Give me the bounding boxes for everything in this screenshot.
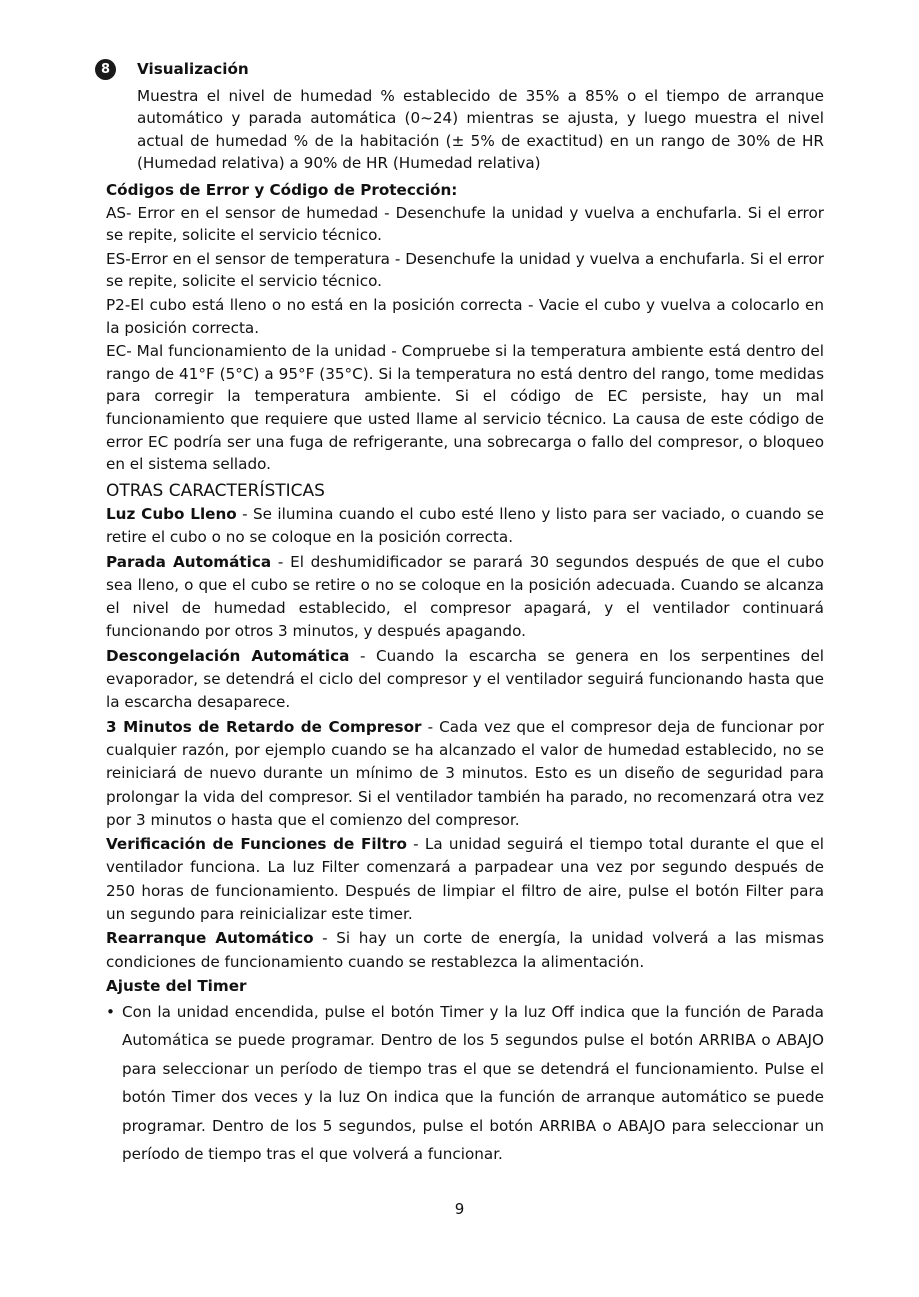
feature-text: - Si hay un corte de energía, la unidad volverá a las mismas condiciones de funcionamiento cuando se restablezca la alimentación. bbox=[106, 929, 824, 971]
display-section bbox=[100, 58, 824, 175]
page-content bbox=[100, 58, 825, 1169]
error-codes-heading: Códigos de Error y Código de Protección: bbox=[106, 180, 458, 199]
error-codes-section bbox=[106, 179, 824, 476]
error-code-as: AS- Error en el sensor de humedad - Desenchufe la unidad y vuelva a enchufarla. Si el error se repite, solicite el servicio técnico. bbox=[106, 203, 824, 245]
error-code-p2: P2-El cubo está lleno o no está en la posición correcta - Vacie el cubo y vuelva a colocarlo en la posición correcta. bbox=[106, 295, 824, 337]
page-number: 9 bbox=[454, 1200, 465, 1218]
timer-bullet-item bbox=[106, 998, 824, 1169]
feature-text: - Cada vez que el compresor deja de funcionar por cualquier razón, por ejemplo cuando se ha alcanzado el valor de humedad establecido, no se reiniciará de nuevo durante un mínimo de 3 minutos. Esto es un diseño de seguridad para prolongar la vida del compresor. Si el ventilador también ha parado, no recomenzará otra vez por 3 minutos o hasta que el comienzo del compresor. bbox=[106, 717, 824, 829]
error-code-es: ES-Error en el sensor de temperatura - Desenchufe la unidad y vuelva a enchufarla. Si el error se repite, solicite el servicio técnico. bbox=[106, 249, 824, 291]
section-title: Visualización bbox=[137, 60, 249, 78]
feature-auto-defrost bbox=[106, 645, 824, 715]
feature-text: - La unidad seguirá el tiempo total durante el que el ventilador funciona. La luz Filter comenzará a parpadear una vez por segundo después de 250 horas de funcionamiento. Después de limpiar el filtro de aire, pulse el botón Filter para un segundo para reinicializar este timer. bbox=[106, 835, 824, 924]
feature-text: - Se ilumina cuando el cubo esté lleno y listo para ser vaciado, o cuando se retire el cubo o no se coloque en la posición correcta. bbox=[106, 504, 824, 547]
timer-section bbox=[106, 975, 824, 1169]
feature-auto-stop bbox=[106, 551, 824, 644]
section-number-badge: 8 bbox=[95, 59, 116, 80]
other-features-heading: OTRAS CARACTERÍSTICAS bbox=[106, 480, 325, 501]
feature-label: Descongelación Automática bbox=[106, 646, 350, 665]
feature-bucket-full-light bbox=[106, 503, 824, 550]
feature-label: Parada Automática bbox=[106, 552, 272, 571]
feature-compressor-delay bbox=[106, 716, 824, 832]
bullet-dot: • bbox=[106, 1002, 115, 1021]
feature-text: - Cuando la escarcha se genera en los serpentines del evaporador, se detendrá el ciclo del compresor y el ventilador seguirá funcionando hasta que la escarcha desaparece. bbox=[106, 646, 825, 712]
feature-label: Verificación de Funciones de Filtro bbox=[106, 835, 407, 854]
feature-text: - El deshumidificador se parará 30 segundos después de que el cubo sea lleno, o que el cubo se retire o no se coloque en la posición adecuada. Cuando se alcanza el nivel de humedad establecido, el compresor apagará, y el ventilador continuará funcionando por otros 3 minutos, y después apagando. bbox=[106, 552, 825, 641]
feature-label: Rearranque Automático bbox=[106, 929, 314, 948]
section-body: Muestra el nivel de humedad % establecido de 35% a 85% o el tiempo de arranque automático y parada automática (0~24) mientras se ajusta, y luego muestra el nivel actual de humedad % de la habitación (± 5% de exactitud) en un rango de 30% de HR (Humedad relativa) a 90% de HR (Humedad relativa) bbox=[137, 86, 824, 173]
feature-label: Luz Cubo Lleno bbox=[106, 504, 237, 523]
feature-auto-restart bbox=[106, 927, 824, 974]
timer-text: Con la unidad encendida, pulse el botón Timer y la luz Off indica que la función de Parada Automática se puede programar. Dentro de los 5 segundos pulse el botón ARRIBA o ABAJO para seleccionar un período de tiempo tras el que se detendrá el funcionamiento. Pulse el botón Timer dos veces y la luz On indica que la función de arranque automático se puede programar. Dentro de los 5 segundos, pulse el botón ARRIBA o ABAJO para seleccionar un período de tiempo tras el que volverá a funcionar. bbox=[122, 1002, 824, 1164]
other-features-section bbox=[106, 480, 824, 974]
error-code-ec: EC- Mal funcionamiento de la unidad - Compruebe si la temperatura ambiente está dentro del rango de 41°F (5°C) a 95°F (35°C). Si la temperatura no está dentro del rango, tome medidas para corregir la temperatura ambiente. Si el código de EC persiste, hay un mal funcionamiento que requiere que usted llame al servicio técnico. La causa de este código de error EC podría ser una fuga de refrigerante, una sobrecarga o fallo del compresor, o bloqueo en el sistema sellado. bbox=[106, 342, 824, 474]
timer-heading: Ajuste del Timer bbox=[106, 976, 247, 995]
feature-label: 3 Minutos de Retardo de Compresor bbox=[106, 717, 422, 736]
feature-filter-check bbox=[106, 833, 824, 926]
